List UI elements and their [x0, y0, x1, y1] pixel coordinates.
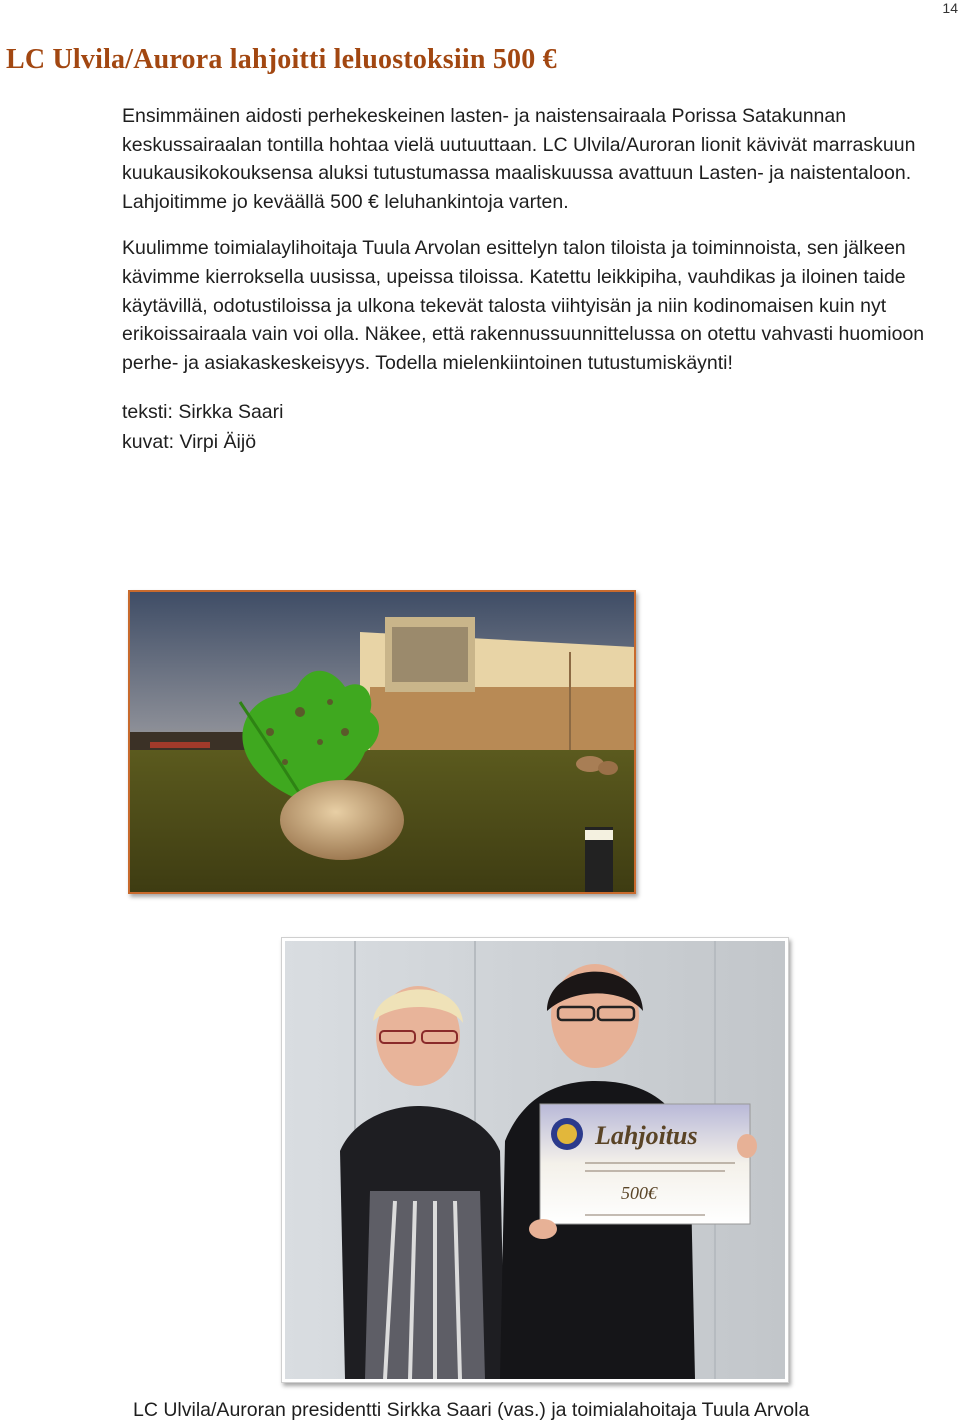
photo-sculpture	[128, 590, 636, 894]
certificate-heading: Lahjoitus	[595, 1121, 698, 1150]
credit-text: teksti: Sirkka Saari	[122, 401, 284, 424]
paragraph: Ensimmäinen aidosti perhekeskeinen lasten- ja naistensairaala Porissa Satakunnan keskussairaalan tontilla hohtaa vielä uutuuttaan. LC Ulvila/Auroran lionit kävivät marraskuun kuukausikokouksensa aluksi tutustumassa maaliskuussa avattuun Lasten- ja naistentaloon. Lahjoitimme jo keväällä 500 € leluhankintoja varten.	[122, 105, 916, 213]
photo-donation-image	[285, 941, 785, 1379]
photo-sculpture-image	[130, 592, 634, 892]
page-number: 14	[942, 0, 958, 16]
paragraph: Kuulimme toimialaylihoitaja Tuula Arvolan esittelyn talon tiloista ja toiminnoista, sen jälkeen kävimme kierroksella uusissa, upeissa tiloissa. Katettu leikkipiha, vauhdikas ja iloinen taide käytävillä, odotustiloissa ja ulkona tekevät talosta viihtyisän ja niin kodinomaisen kuin nyt erikoissairaala vain voi olla. Näkee, että rakennussuunnittelussa on otettu vahvasti huomioon perhe- ja asiakaskeskeisyys. Todella mielenkiintoinen tutustumiskäynti!	[122, 237, 925, 374]
certificate-amount: 500€	[621, 1183, 657, 1203]
credit-photos: kuvat: Virpi Äijö	[122, 431, 257, 454]
article-body	[122, 102, 957, 457]
photo-donation	[281, 937, 789, 1383]
credits	[122, 397, 957, 457]
article-title: LC Ulvila/Aurora lahjoitti leluostoksiin 500 €	[6, 44, 557, 75]
photo-caption: LC Ulvila/Auroran presidentti Sirkka Saari (vas.) ja toimialahoitaja Tuula Arvola	[133, 1399, 810, 1421]
